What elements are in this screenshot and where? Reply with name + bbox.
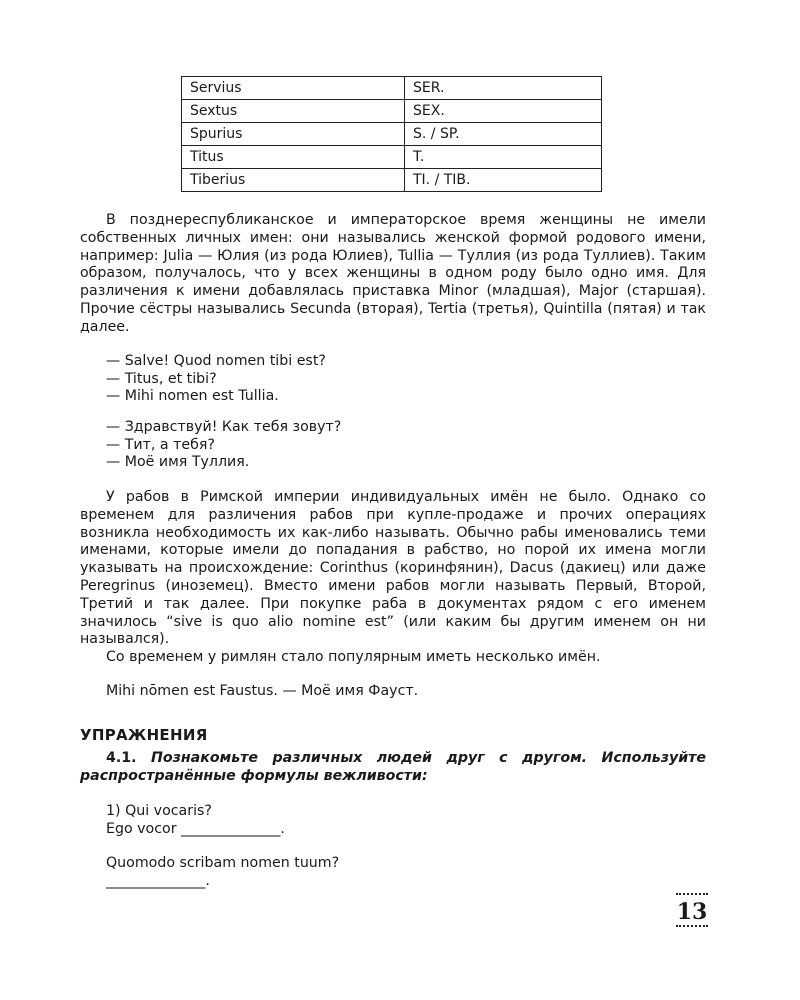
dialogue-russian xyxy=(106,419,706,472)
exercise-text: Познакомьте различных людей друг с другом. Используйте распространённые формулы вежливости: xyxy=(80,750,706,784)
praenomen-cell: Sextus xyxy=(182,100,405,123)
page-number xyxy=(672,893,712,931)
dialogue-line: — Моё имя Туллия. xyxy=(106,454,250,470)
section-heading: УПРАЖНЕНИЯ xyxy=(80,726,208,744)
abbreviation-cell: S. / SP. xyxy=(405,123,602,146)
abbreviation-cell: SEX. xyxy=(405,100,602,123)
paragraph-women-names: В позднереспубликанское и императорское время женщины не имели собственных личных имен: они назывались женской формой родового имени, например: Julia — Юлия (из рода Юлиев), Tullia — Туллия (из рода Туллиев). Таким образом, получалось, что у всех женщины в одном роду было одно имя. Для различения к имени добавлялась приставка Minor (младшая), Major (старшая). Прочие сёстры назывались Secunda (вторая), Tertia (третья), Quintilla (пятая) и так далее. xyxy=(80,212,706,335)
dialogue-line: — Здравствуй! Как тебя зовут? xyxy=(106,419,342,435)
table-row xyxy=(182,100,602,123)
table-row xyxy=(182,123,602,146)
dialogue-latin xyxy=(106,353,706,406)
paragraph-slave-names: У рабов в Римской империи индивидуальных имён не было. Однако со временем для различения рабов при купле-продаже и прочих операциях возникла необходимость их как-либо называть. Обычно рабы именовались теми именами, которые имели до попадания в рабство, но порой их имена могли указывать на происхождение: Corinthus (коринфянин), Dacus (дакиец) или даже Peregrinus (иноземец). Вместо имени рабов могли называть Первый, Второй, Третий и так далее. При покупке раба в документах рядом с его именем значилось “sive is quo alio nomine est” (или каким бы другим именем он ни назывался). xyxy=(80,489,706,648)
dots-divider xyxy=(676,925,708,931)
table-row xyxy=(182,146,602,169)
exercise-line: Ego vocor ______________. xyxy=(106,821,285,837)
dialogue-line: — Titus, et tibi? xyxy=(106,370,217,387)
table-row xyxy=(182,169,602,192)
praenomen-abbreviation-table xyxy=(181,76,602,192)
abbreviation-cell: T. xyxy=(405,146,602,169)
exercise-task xyxy=(80,749,706,785)
abbreviation-cell: SER. xyxy=(405,77,602,100)
paragraph-several-names: Со временем у римлян стало популярным иметь несколько имён. xyxy=(106,649,601,665)
exercise-number: 4.1. xyxy=(106,750,137,766)
praenomen-cell: Spurius xyxy=(182,123,405,146)
praenomen-cell: Titus xyxy=(182,146,405,169)
dialogue-line: — Mihi nomen est Tullia. xyxy=(106,388,279,404)
example-faustus: Mihi nōmen est Faustus. — Моё имя Фауст. xyxy=(106,683,419,699)
page-number-text: 13 xyxy=(676,899,708,925)
exercise-line: Quomodo scribam nomen tuum? xyxy=(106,855,340,871)
abbreviation-cell: TI. / TIB. xyxy=(405,169,602,192)
praenomen-cell: Tiberius xyxy=(182,169,405,192)
table-row xyxy=(182,77,602,100)
praenomen-cell: Servius xyxy=(182,77,405,100)
exercise-line: ______________. xyxy=(106,873,210,889)
exercise-line: 1) Qui vocaris? xyxy=(106,803,212,819)
dialogue-line: — Тит, а тебя? xyxy=(106,436,215,453)
dialogue-line: — Salve! Quod nomen tibi est? xyxy=(106,353,326,369)
